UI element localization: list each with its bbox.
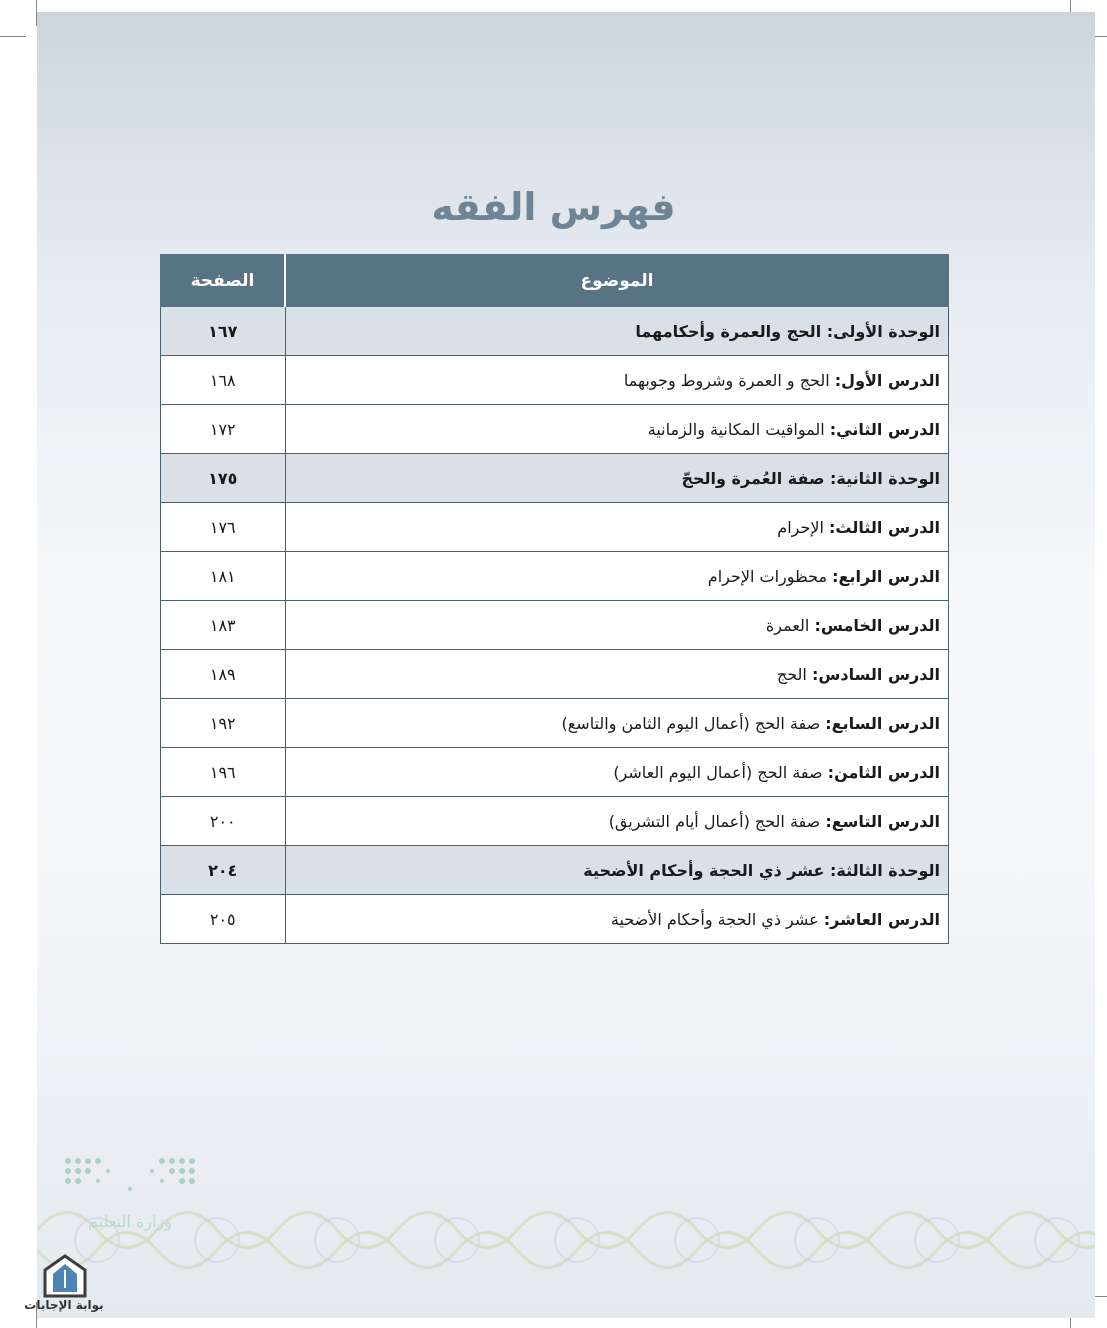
ministry-logo-dots: [64, 1157, 196, 1193]
toc-table: [160, 254, 949, 944]
toc-topic-cell: [285, 650, 949, 699]
toc-lesson-row: [161, 699, 949, 748]
toc-entry-label: الدرس الرابع:: [832, 566, 940, 586]
toc-entry-label: الوحدة الثالثة:: [830, 860, 940, 880]
toc-lesson-row: [161, 895, 949, 944]
toc-entry-text: الحج والعمرة وأحكامهما: [635, 321, 827, 341]
toc-page-number: ١٩٢: [161, 699, 286, 748]
toc-page-number: ١٩٦: [161, 748, 286, 797]
toc-entry-text: صفة العُمرة والحجّ: [681, 468, 831, 488]
toc-topic-cell: [285, 895, 949, 944]
toc-entry-text: الحج و العمرة وشروط وجوبهما: [623, 370, 835, 390]
toc-entry-text: عشر ذي الحجة وأحكام الأضحية: [583, 860, 831, 880]
ornament-border: [37, 1190, 1095, 1290]
toc-entry-label: الدرس الثامن:: [827, 762, 940, 782]
toc-lesson-row: [161, 405, 949, 454]
toc-entry-text: صفة الحج (أعمال اليوم العاشر): [613, 762, 828, 782]
toc-lesson-row: [161, 797, 949, 846]
toc-topic-cell: [285, 601, 949, 650]
toc-page-number: ١٨٩: [161, 650, 286, 699]
toc-entry-label: الدرس الثاني:: [829, 419, 940, 439]
toc-page-number: ٢٠٠: [161, 797, 286, 846]
toc-entry-text: صفة الحج (أعمال اليوم الثامن والتاسع): [561, 713, 826, 733]
toc-page-number: ٢٠٥: [161, 895, 286, 944]
toc-unit-row: [161, 454, 949, 503]
toc-page-number: ١٦٨: [161, 356, 286, 405]
toc-topic-cell: [285, 356, 949, 405]
toc-lesson-row: [161, 748, 949, 797]
toc-entry-text: الحج: [776, 664, 812, 684]
toc-entry-text: العمرة: [765, 615, 815, 635]
toc-topic-cell: [285, 699, 949, 748]
toc-topic-cell: [285, 748, 949, 797]
toc-entry-label: الدرس العاشر:: [823, 909, 940, 929]
toc-topic-cell: [285, 552, 949, 601]
toc-page-number: ١٦٧: [161, 307, 286, 356]
toc-entry-label: الوحدة الثانية:: [830, 468, 940, 488]
toc-topic-cell: [285, 307, 949, 356]
toc-entry-text: عشر ذي الحجة وأحكام الأضحية: [610, 909, 824, 929]
page-title: فهرس الفقه: [431, 185, 676, 229]
toc-lesson-row: [161, 650, 949, 699]
toc-lesson-row: [161, 503, 949, 552]
toc-entry-label: الدرس الثالث:: [829, 517, 940, 537]
toc-entry-text: المواقيت المكانية والزمانية: [647, 419, 830, 439]
toc-unit-row: [161, 846, 949, 895]
toc-lesson-row: [161, 601, 949, 650]
toc-page-number: ١٧٢: [161, 405, 286, 454]
toc-entry-label: الدرس الأول:: [834, 370, 940, 390]
toc-unit-row: [161, 307, 949, 356]
toc-entry-text: محظورات الإحرام: [707, 566, 833, 586]
toc-entry-text: الإحرام: [777, 517, 830, 537]
toc-lesson-row: [161, 356, 949, 405]
header-topic: الموضوع: [285, 255, 949, 307]
crop-mark: [0, 36, 26, 37]
toc-topic-cell: [285, 846, 949, 895]
toc-entry-label: الدرس التاسع:: [825, 811, 940, 831]
header-page: الصفحة: [161, 255, 286, 307]
toc-entry-label: الدرس الخامس:: [814, 615, 940, 635]
toc-page-number: ١٧٥: [161, 454, 286, 503]
toc-entry-text: صفة الحج (أعمال أيام التشريق): [608, 811, 826, 831]
toc-topic-cell: [285, 454, 949, 503]
toc-page-number: ١٨١: [161, 552, 286, 601]
toc-entry-label: الدرس السادس:: [811, 664, 940, 684]
site-logo-text: بوابة الإجابات: [24, 1298, 104, 1312]
table-header-row: [161, 255, 949, 307]
toc-lesson-row: [161, 552, 949, 601]
toc-page-number: ٢٠٤: [161, 846, 286, 895]
toc-entry-label: الوحدة الأولى:: [826, 321, 940, 341]
toc-topic-cell: [285, 503, 949, 552]
ministry-watermark-text: وزارة التعليم: [88, 1212, 172, 1231]
toc-topic-cell: [285, 405, 949, 454]
toc-topic-cell: [285, 797, 949, 846]
toc-entry-label: الدرس السابع:: [825, 713, 940, 733]
toc-page-number: ١٨٣: [161, 601, 286, 650]
toc-page-number: ١٧٦: [161, 503, 286, 552]
